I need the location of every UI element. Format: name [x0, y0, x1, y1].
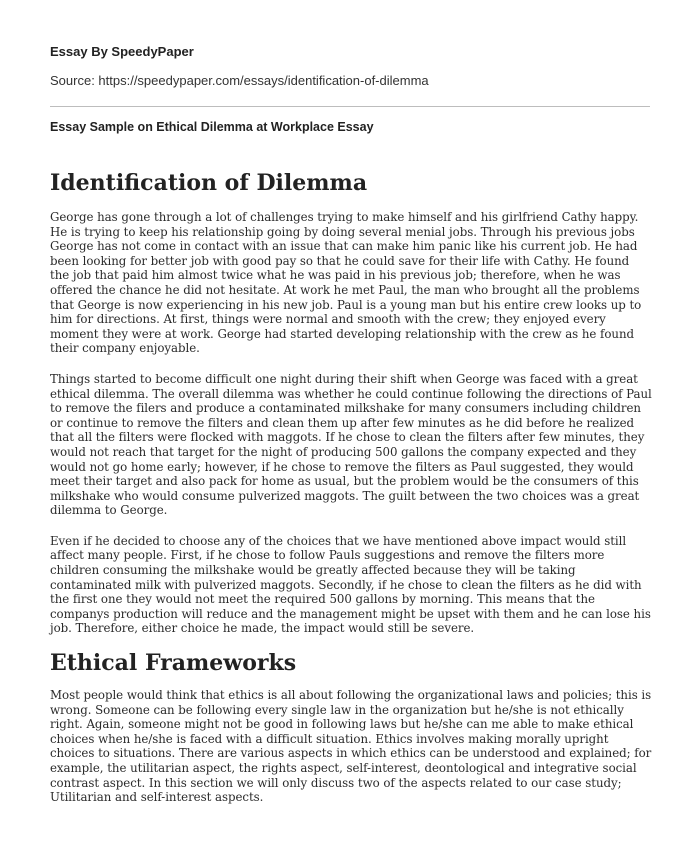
essay-body: [50, 170, 652, 805]
header-divider: [50, 106, 650, 107]
section-heading-identification: Identification of Dilemma: [50, 170, 368, 196]
paragraph: Things started to become difficult one night during their shift when George was faced with a great ethical dilemma. The overall dilemma was whether he could continue following the directions of Paul to remove the filers and produce a contaminated milkshake for many consumers including children or continue to remove the filters and clean them up after few minutes as he did before he realized that all the filters were flocked with maggots. If he chose to clean the filters after few minutes, they would not reach that target for the night of producing 500 gallons the company expected and they would not go home early; however, if he chose to remove the filters as Paul suggested, they would meet their target and also pack for home as usual, but the problem would be the consumers of this milkshake who would consume pulverized maggots. The guilt between the two choices was a great dilemma to George.: [50, 371, 652, 518]
paragraph: Most people would think that ethics is all about following the organizational laws and policies; this is wrong. Someone can be following every single law in the organization but he/she is not ethically right. Again, someone might not be good in following laws but he/she can me able to make ethical choices when he/she is faced with a difficult situation. Ethics involves making morally upright choices to situations. There are various aspects in which ethics can be understood and explained; for example, the utilitarian aspect, the rights aspect, self-interest, deontological and integrative social contrast aspect. In this section we will only discuss two of the aspects related to our case study; Utilitarian and self-interest aspects.: [50, 688, 652, 805]
section-heading-ethical-frameworks: Ethical Frameworks: [50, 650, 297, 677]
source-line: Source: https://speedypaper.com/essays/identification-of-dilemma: [50, 73, 429, 88]
paragraph: Even if he decided to choose any of the choices that we have mentioned above impact would still affect many people. First, if he chose to follow Pauls suggestions and remove the filters more children consuming the milkshake would be greatly affected because they will be taking contaminated milk with pulverized maggots. Secondly, if he chose to clean the filters as he did with the first one they would not meet the required 500 gallons by morning. This means that the companys production will reduce and the management might be upset with them and he can lose his job. Therefore, either choice he made, the impact would still be severe.: [50, 533, 651, 636]
brand-title: Essay By SpeedyPaper: [50, 44, 194, 59]
paragraph: George has gone through a lot of challenges trying to make himself and his girlfriend Cathy happy. He is trying to keep his relationship going by doing several menial jobs. Through his previous jobs George has not come in contact with an issue that can make him panic like his current job. He had been looking for better job with good pay so that he could save for their life with Cathy. He found the job that paid him almost twice what he was paid in his previous job; therefore, when he was offered the chance he did not hesitate. At work he met Paul, the man who brought all the problems that George is now experiencing in his new job. Paul is a young man but his entire crew looks up to him for directions. At first, things were normal and smooth with the crew; they enjoyed every moment they were at work. George had started developing relationship with the crew as he found their company enjoyable.: [50, 210, 642, 356]
essay-title: Essay Sample on Ethical Dilemma at Workplace Essay: [50, 120, 374, 134]
